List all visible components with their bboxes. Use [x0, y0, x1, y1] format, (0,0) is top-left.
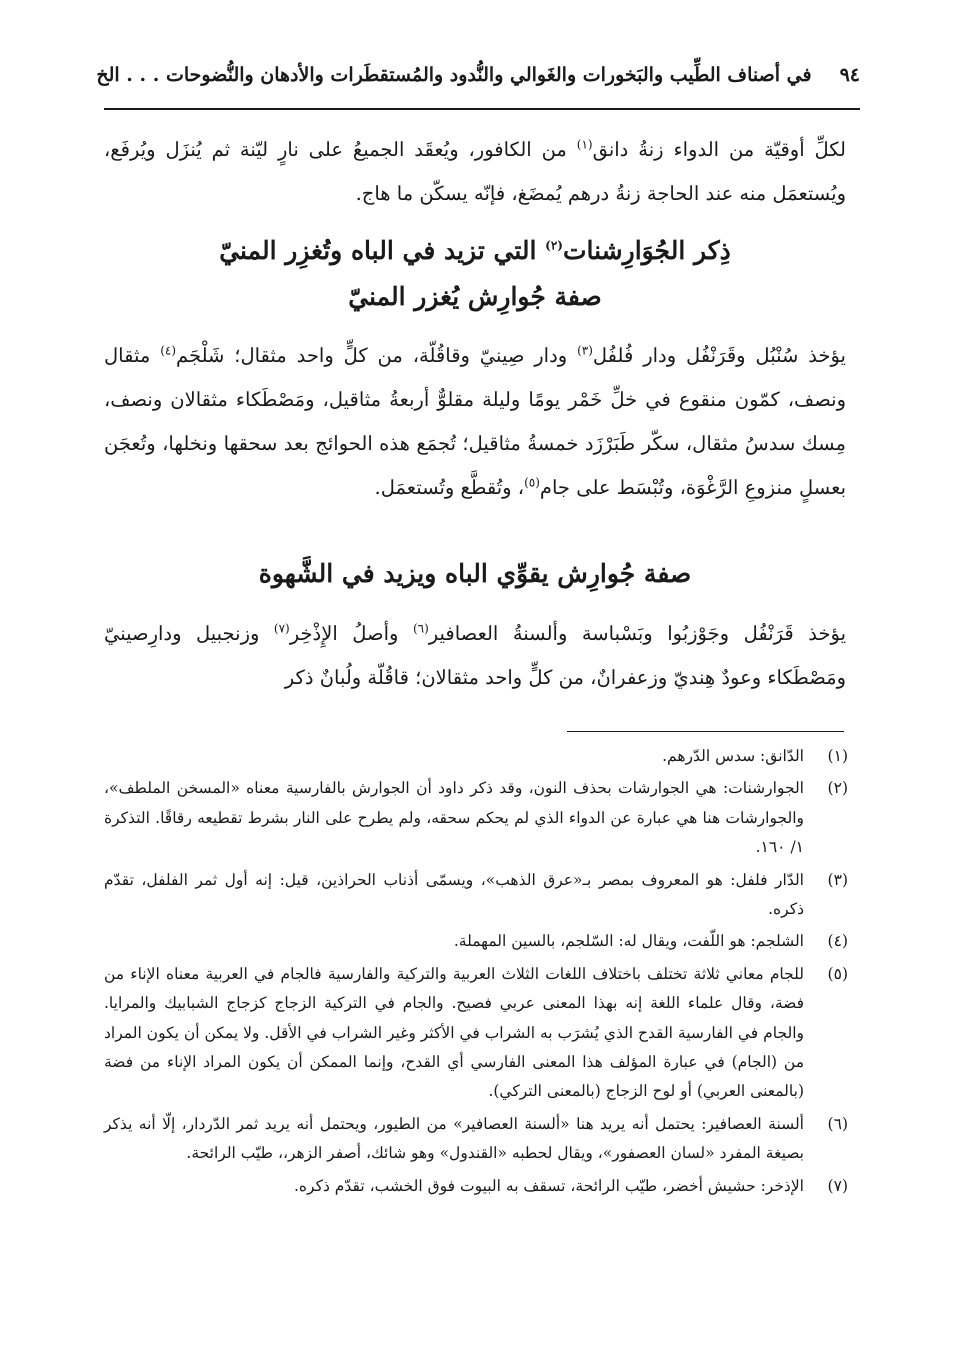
footnote-item: [104, 742, 848, 771]
footnote-number: (٧): [827, 1176, 848, 1195]
footnote-number: (١): [827, 747, 848, 765]
footnotes-list: [104, 742, 848, 1204]
footnote-text: الشلجم: هو اللّفت، ويقال له: السّلجم، بالسين المهملة.: [453, 932, 804, 951]
footnote-item: [104, 1110, 848, 1169]
section-heading: [104, 236, 846, 265]
page-number: ٩٤: [839, 64, 860, 86]
recipe-paragraph-1: [104, 334, 846, 510]
paragraph-continuation: [104, 128, 846, 216]
footnote-item: [104, 774, 848, 862]
footnote-number: (٤): [827, 932, 848, 951]
footnote-item: [104, 1172, 848, 1201]
recipe-paragraph-2: [104, 612, 846, 700]
footnote-ref-2: (٢): [545, 238, 563, 253]
heading-text: التي تزيد في الباه وتُغزِر المنيّ: [219, 236, 546, 265]
footnote-number: (٥): [827, 964, 848, 983]
header-rule: [104, 108, 860, 110]
footnote-text: الدّار فلفل: هو المعروف بمصر بـ«عرق الذهب»، ويسمّى أذناب الحراذين، قيل: إنه أول ثمر الفلفل، تقدّم ذكره.: [104, 870, 804, 919]
footnote-ref-1: (١): [576, 137, 593, 152]
footnote-separator: [567, 731, 844, 732]
paragraph-text: وزنجبيل ودارِصينيّ ومَصْطَكاء وعودٌ هِنديّ وزعفرانٌ، من كلٍّ واحد مثقالان؛ قاقُلّة ولُبانٌ ذكر: [104, 622, 846, 689]
footnote-number: (٣): [827, 870, 848, 889]
paragraph-text: ، وتُقطَّع وتُستعمَل.: [374, 476, 525, 499]
footnote-text: الإذخر: حشيش أخضر، طيّب الرائحة، تسقف به البيوت فوق الخشب، تقدّم ذكره.: [293, 1176, 804, 1195]
footnote-text: الجوارشنات: هي الجوارشات بحذف النون، وقد ذكر داود أن الجوارش بالفارسية معناه «المسخن الملطف»، والجوارشات هنا هي عبارة عن الدواء الذي لم يحكم سحقه، ولم يطرح على النار بشرط تقطيعه رقاقًا. التذكرة ١/ ١٦٠.: [104, 779, 804, 857]
footnote-ref-7: (٧): [273, 621, 290, 636]
footnote-ref-3: (٣): [577, 343, 593, 358]
recipe-heading-2: صفة جُوارِش يقوِّي الباه ويزيد في الشَّهوة: [258, 559, 692, 588]
footnote-text: ألسنة العصافير: يحتمل أنه يريد هنا «ألسنة العصافير» من الطيور، ويحتمل أنه يريد ثمر الدّردار، إلّا أنه يذكر بصيغة المفرد «لسان العصفور»، ويقال لحطبه «القندول» وهو شائك، أصفر الزهر،، طيّب الرائحة.: [104, 1114, 804, 1163]
paragraph-text: ودار صِينيّ وقاقُلّة، من كلٍّ واحد مثقال؛ شَلْجَم: [176, 344, 578, 367]
footnote-ref-6: (٦): [412, 621, 429, 636]
paragraph-text: من الكافور، ويُعقَد الجميعُ على نارٍ ليّنة ثم يُنزَل ويُرفَع، ويُستعمَل منه عند الحاجة زنةُ درهم يُمضَغ، فإنّه يسكّن ما هاج.: [104, 138, 846, 205]
paragraph-text: وأصلُ الإِذْخِر: [289, 622, 413, 645]
paragraph-text: يؤخذ سُنْبُل وقَرَنْفُل ودار فُلفُل: [592, 344, 846, 367]
footnote-text: للجام معاني ثلاثة تختلف باختلاف اللغات الثلاث العربية والتركية والفارسية فالجام في العربية معناه الإناء من فضة، وقال علماء اللغة إنه بهذا المعنى عربي فصيح. والجام في التركية الزجاج كزجاج الشبابيك والمرايا. والجام في الفارسية القدح الذي يُشرَب به الشراب في الأكثر وغير الشراب في الأقل. ولا يمكن أن يكون المراد من (الجام) في عبارة المؤلف هذا المعنى الفارسي أي القدح، وإنما الممكن أن يكون المراد الإناء من فضة (بالمعنى العربي) أو لوح الزجاج (بالمعنى التركي).: [104, 964, 804, 1101]
footnote-number: (٢): [827, 779, 848, 798]
heading-text: ذِكر الجُوَارِشنات: [562, 236, 731, 265]
running-title: في أصناف الطِّيب والبَخورات والغَوالي والنُّدود والمُستقطَرات والأدهان والنُّضوحات . . . الخ: [96, 64, 812, 86]
footnote-number: (٦): [827, 1114, 848, 1133]
footnote-ref-5: (٥): [524, 475, 540, 490]
footnote-item: [104, 960, 848, 1107]
paragraph-text: لكلِّ أوقيّة من الدواء زنةُ دانق: [592, 138, 846, 161]
running-header: [96, 64, 860, 86]
footnote-item: [104, 866, 848, 925]
footnote-item: [104, 927, 848, 956]
recipe-heading-1: صفة جُوارِش يُغزر المنيّ: [348, 282, 602, 311]
footnote-text: الدّانق: سدس الدّرهم.: [662, 747, 804, 765]
footnote-ref-4: (٤): [160, 343, 177, 358]
paragraph-text: مثقال ونصف، كمّون منقوع في خلِّ خَمْر يومًا وليلة مقلوٌّ أربعةُ مثاقيل، ومَصْطَكاء مثقالان ونصف، مِسك سدسُ مثقال، سكّر طَبَرْزَد خمسةُ مثاقيل؛ تُجمَع هذه الحوائج بعد سحقها ونخلها، وتُعجَن بعسلٍ منزوعِ الرَّغْوَة، وتُبْسَط على جام: [104, 344, 846, 499]
paragraph-text: يؤخذ قَرَنْفُل وجَوْزبُوا وبَسْباسة وألسنةُ العصافير: [428, 622, 847, 645]
